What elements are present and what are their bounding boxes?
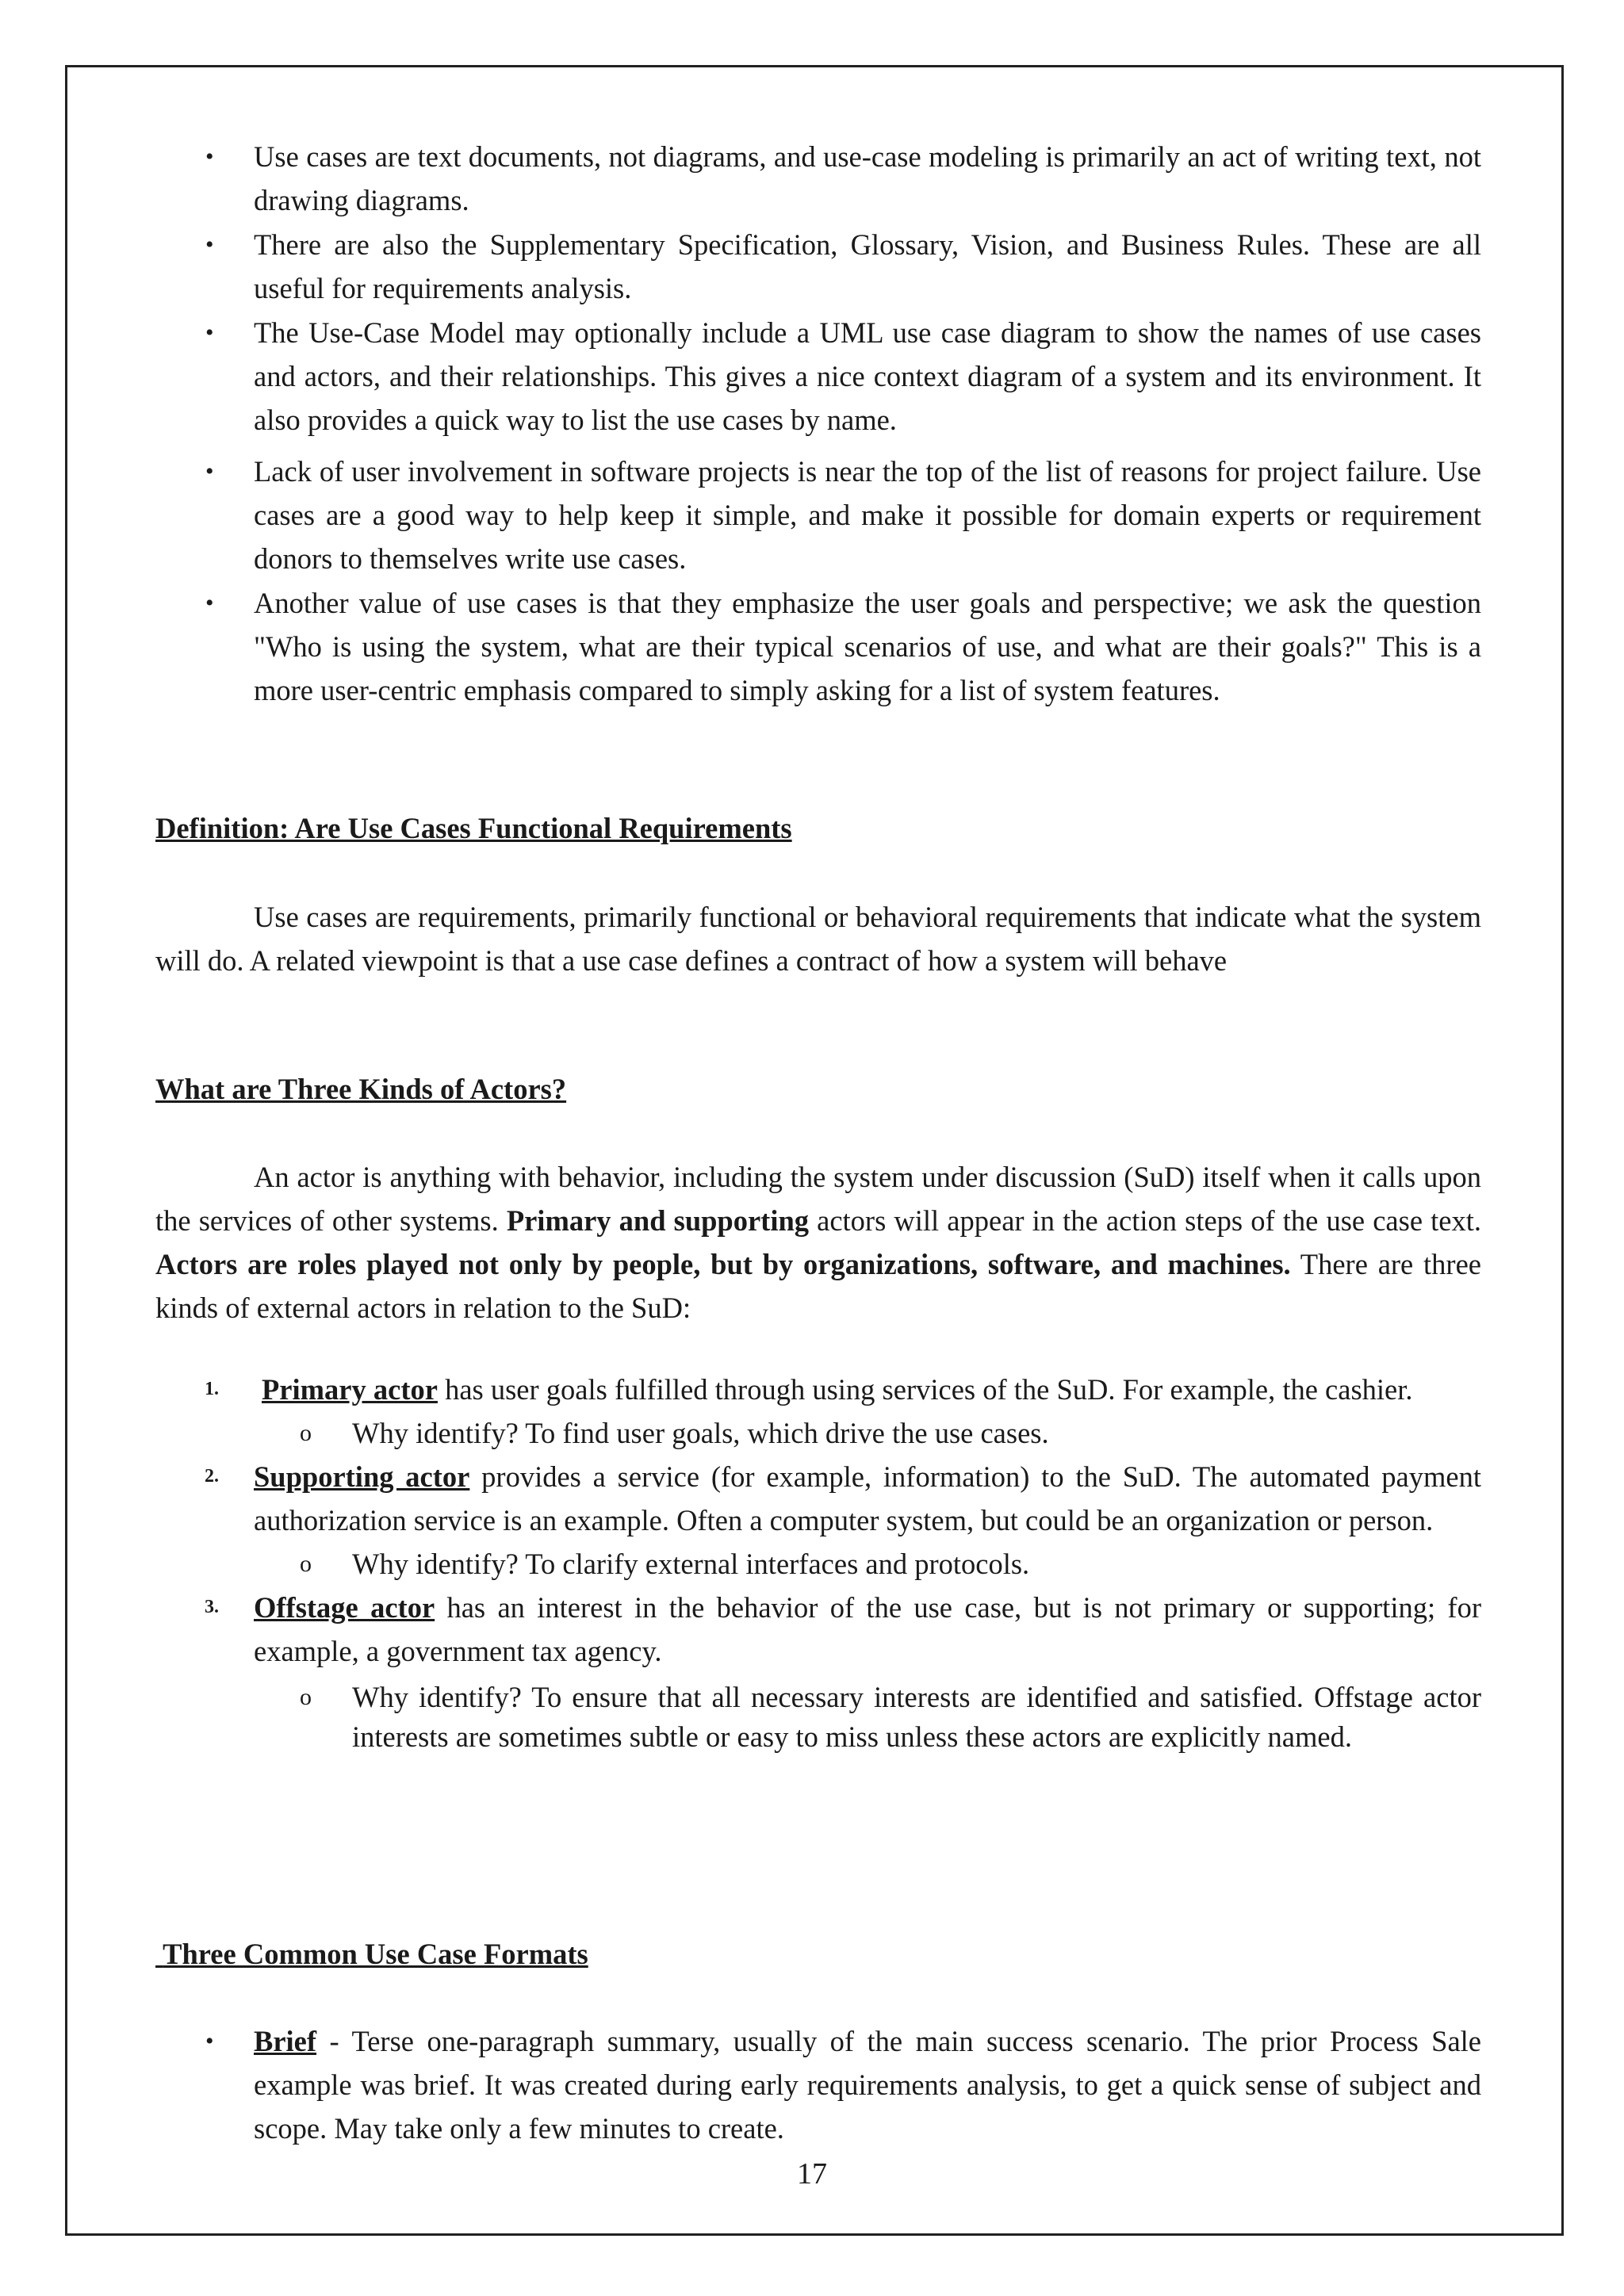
list-item [155,311,1481,442]
sub-item [155,1411,1481,1455]
formats-heading-text: Three Common Use Case Formats [163,1938,588,1970]
list-item-text: There are also the Supplementary Specification, Glossary, Vision, and Business Rules. These are all useful for requirements analysis. [254,228,1481,304]
sub-item-text: Why identify? To ensure that all necessary interests are identified and satisfied. Offstage actor interests are sometimes subtle or easy to miss unless these actors are explicitly named. [352,1681,1481,1753]
item-term: Brief [254,2025,317,2057]
bullet-icon: • [205,590,214,616]
formats-list [155,2019,1481,2150]
list-item-text: Another value of use cases is that they emphasize the user goals and perspective; we ask the question "Who is using the system, what are their typical scenarios of use, and what are their goals?" This is a more user-centric emphasis compared to simply asking for a list of system features. [254,587,1481,706]
numbered-item [155,1455,1481,1542]
circle-bullet-icon: o [300,1684,312,1710]
bullet-icon: • [205,232,214,258]
circle-bullet-icon: o [300,1420,312,1446]
item-text: has user goals fulfilled through using services of the SuD. For example, the cashier. [437,1373,1413,1406]
numbered-item [155,1586,1481,1673]
actor-kinds-list [155,1368,1481,1757]
actors-paragraph-bold: Actors are roles played not only by people, but by organizations, software, and machines. [155,1248,1291,1280]
definition-paragraph: Use cases are requirements, primarily functional or behavioral requirements that indicate what the system will do. A related viewpoint is that a use case defines a contract of how a system will behave [155,901,1481,977]
sub-item [155,1542,1481,1586]
numbered-item [155,1368,1481,1411]
sub-item-text: Why identify? To clarify external interfaces and protocols. [352,1548,1030,1580]
list-item [155,450,1481,580]
bullet-icon: • [205,2028,214,2054]
actors-heading: What are Three Kinds of Actors? [155,1073,567,1105]
bullet-icon: • [205,320,214,346]
sub-item [155,1678,1481,1757]
list-item [155,581,1481,712]
item-term: Supporting actor [254,1460,470,1493]
actors-paragraph-text: An actor is anything with behavior, including the system under discussion (SuD) itself when it calls upon the services of other systems. [155,1161,1481,1237]
bullet-icon: • [205,458,214,484]
list-item [155,135,1481,222]
actors-paragraph-text: There are three kinds of external actors in relation to the SuD: [155,1248,1481,1324]
item-number: 1. [205,1379,219,1399]
item-number: 2. [205,1466,219,1487]
list-item-text: Use cases are text documents, not diagrams, and use-case modeling is primarily an act of writing text, not drawing diagrams. [254,140,1481,216]
list-item [155,2019,1481,2150]
actors-paragraph-bold: Primary and supporting [506,1204,810,1237]
list-item-text: - Terse one-paragraph summary, usually of the main success scenario. The prior Process Sale example was brief. It was created during early requirements analysis, to get a quick sense of subject and scope. May take only a few minutes to create. [254,2025,1481,2145]
item-number: 3. [205,1597,219,1617]
top-bullet-list [155,135,1481,712]
formats-heading [155,1932,588,1976]
list-item-text: Lack of user involvement in software projects is near the top of the list of reasons for project failure. Use cases are a good way to help keep it simple, and make it possible for domain experts or requirement donors to themselves write use cases. [254,455,1481,575]
page-number: 17 [797,2157,827,2191]
actors-paragraph [155,1155,1481,1330]
list-item-text: The Use-Case Model may optionally include a UML use case diagram to show the names of use cases and actors, and their relationships. This gives a nice context diagram of a system and its environment. It also provides a quick way to list the use cases by name. [254,316,1481,436]
bullet-icon: • [205,144,214,170]
item-text: has an interest in the behavior of the use case, but is not primary or supporting; for example, a government tax agency. [254,1591,1481,1667]
item-text: provides a service (for example, information) to the SuD. The automated payment authorization service is an example. Often a computer system, but could be an organization or person. [254,1460,1481,1536]
item-term: Primary actor [262,1373,438,1406]
sub-item-text: Why identify? To find user goals, which drive the use cases. [352,1417,1049,1449]
circle-bullet-icon: o [300,1551,312,1577]
item-term: Offstage actor [254,1591,435,1624]
actors-paragraph-text: actors will appear in the action steps of the use case text. [809,1204,1481,1237]
definition-heading: Definition: Are Use Cases Functional Requirements [155,812,792,844]
list-item [155,223,1481,310]
